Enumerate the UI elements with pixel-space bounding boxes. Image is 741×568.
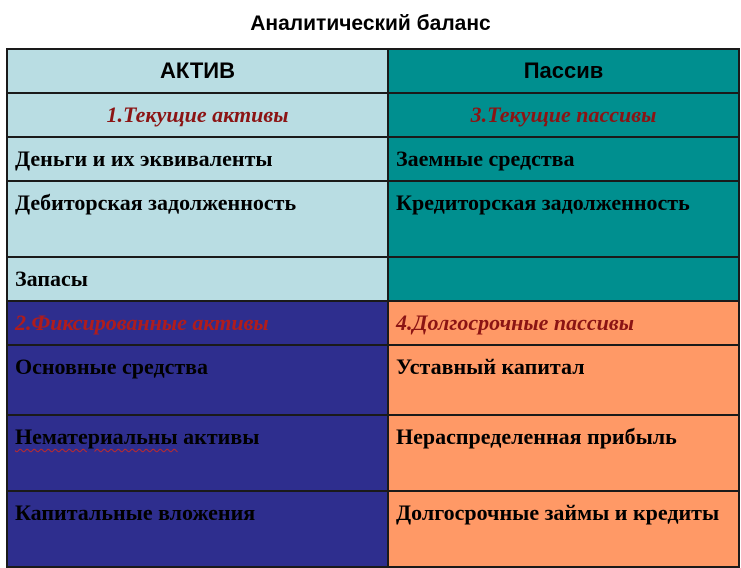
asset-intangibles-rest: активы (177, 424, 260, 449)
balance-table (6, 48, 740, 568)
misspelled-word: Нематериальны (15, 424, 178, 449)
table-row (7, 415, 739, 491)
liability-share-capital: Уставный капитал (388, 345, 739, 415)
table-row (7, 301, 739, 345)
asset-intangibles (7, 415, 388, 491)
liability-retained-earnings: Нераспределенная прибыль (388, 415, 739, 491)
page-title: Аналитический баланс (250, 12, 491, 35)
asset-fixed-assets: Основные средства (7, 345, 388, 415)
table-row (7, 137, 739, 181)
section-long-term-liabilities: 4.Долгосрочные пассивы (388, 301, 739, 345)
section-current-assets: 1.Текущие активы (7, 93, 388, 137)
liability-borrowed-funds: Заемные средства (388, 137, 739, 181)
liability-empty-cell (388, 257, 739, 301)
header-assets: АКТИВ (7, 49, 388, 93)
liability-payables: Кредиторская задолженность (388, 181, 739, 257)
table-header-row (7, 49, 739, 93)
table-row (7, 181, 739, 257)
header-liabilities: Пассив (388, 49, 739, 93)
asset-receivables: Дебиторская задолженность (7, 181, 388, 257)
table-row (7, 257, 739, 301)
section-current-liabilities: 3.Текущие пассивы (388, 93, 739, 137)
table-row (7, 345, 739, 415)
asset-cash: Деньги и их эквиваленты (7, 137, 388, 181)
table-row (7, 93, 739, 137)
asset-inventory: Запасы (7, 257, 388, 301)
liability-long-term-loans: Долгосрочные займы и кредиты (388, 491, 739, 567)
section-fixed-assets: 2.Фиксированные активы (7, 301, 388, 345)
table-row (7, 491, 739, 567)
asset-capital-investments: Капитальные вложения (7, 491, 388, 567)
